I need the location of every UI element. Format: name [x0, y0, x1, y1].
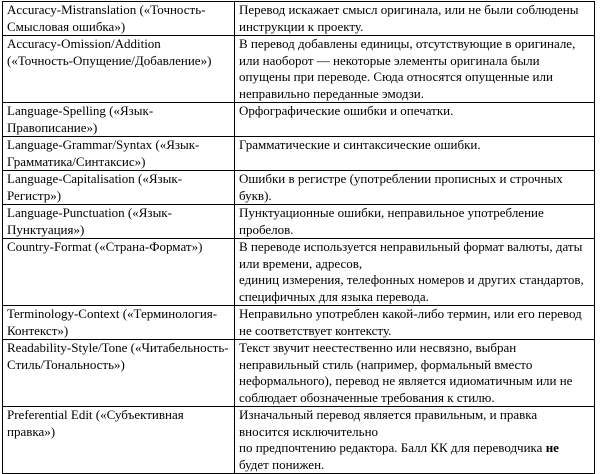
table-row	[3, 239, 595, 306]
table-row	[3, 407, 595, 474]
table-row	[3, 137, 595, 171]
description-cell: Перевод искажает смысл оригинала, или не были соблюдены инструкции к проекту.	[235, 2, 595, 36]
description-cell: Ошибки в регистре (употреблении прописных и строчных букв).	[235, 171, 595, 205]
category-cell: Accuracy-Mistranslation («Точность-Смысловая ошибка»)	[3, 2, 235, 36]
category-cell: Terminology-Context («Терминология-Контекст»)	[3, 306, 235, 340]
table-row	[3, 2, 595, 36]
description-tail: будет понижен.	[239, 456, 325, 472]
table-row	[3, 36, 595, 103]
error-categories-table	[2, 1, 595, 474]
table-row	[3, 205, 595, 239]
description-cell: Пунктуационные ошибки, неправильное употребление пробелов.	[235, 205, 595, 239]
description-cell: Грамматические и синтаксические ошибки.	[235, 137, 595, 171]
table-row	[3, 306, 595, 340]
category-cell: Language-Grammar/Syntax («Язык-Грамматика/Синтаксис»)	[3, 137, 235, 171]
category-cell: Country-Format («Страна-Формат»)	[3, 239, 235, 306]
category-cell: Readability-Style/Tone («Читабельность-Стиль/Тональность»)	[3, 340, 235, 407]
category-cell: Language-Capitalisation («Язык-Регистр»)	[3, 171, 235, 205]
table-row	[3, 103, 595, 137]
description-cell: Текст звучит неестественно или несвязно, выбран неправильный стиль (например, формальный вместо неформального), перевод не является идиоматичным или не соблюдает обозначенные требования к стилю.	[235, 340, 595, 407]
bold-emphasis: не	[545, 440, 559, 455]
category-cell: Accuracy-Omission/Addition («Точность-Опущение/Добавление»)	[3, 36, 235, 103]
category-cell: Preferential Edit («Субъективная правка»)	[3, 407, 235, 474]
description-text: Изначальный перевод является правильным, и правка вносится исключительно по предпочтению редактора. Балл КК для переводчика	[239, 407, 543, 455]
table-row	[3, 340, 595, 407]
description-cell: Орфографические ошибки и опечатки.	[235, 103, 595, 137]
description-cell: В перевод добавлены единицы, отсутствующие в оригинале, или наоборот — некоторые элементы оригинала были опущены при переводе. Сюда относятся опущенные или неправильно переданные эмодзи.	[235, 36, 595, 103]
category-cell: Language-Spelling («Язык-Правописание»)	[3, 103, 235, 137]
table-row	[3, 171, 595, 205]
description-cell: В переводе используется неправильный формат валюты, даты или времени, адресов, единиц измерения, телефонных номеров и других стандартов, специфичных для языка перевода.	[235, 239, 595, 306]
description-cell: Неправильно употреблен какой-либо термин, или его перевод не соответствует контексту.	[235, 306, 595, 340]
description-cell	[235, 407, 595, 474]
category-cell: Language-Punctuation («Язык-Пунктуация»)	[3, 205, 235, 239]
